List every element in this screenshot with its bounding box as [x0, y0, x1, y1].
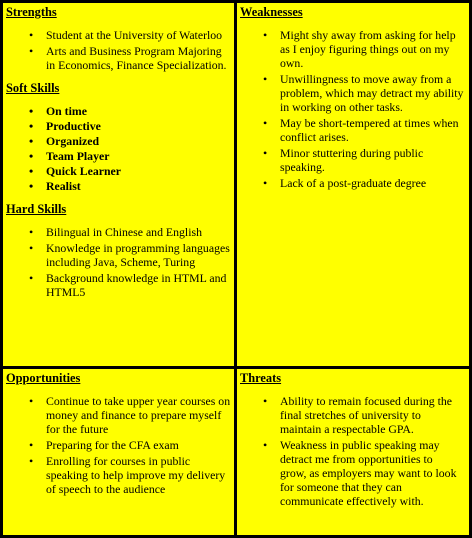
opportunities-cell: [3, 369, 234, 535]
hard-skills-list: [6, 225, 231, 299]
threats-cell: [237, 369, 469, 535]
weaknesses-list: [240, 28, 466, 190]
list-item: • Lack of a post-graduate degree: [280, 176, 466, 190]
list-item: • Preparing for the CFA exam: [46, 438, 231, 452]
opportunities-list: [6, 394, 231, 496]
list-item: • Productive: [46, 119, 231, 133]
strengths-cell: [3, 3, 234, 366]
list-item: • Might shy away from asking for help as I enjoy figuring things out on my own.: [280, 28, 466, 70]
list-item: • Unwillingness to move away from a problem, which may detract my ability in working on other tasks.: [280, 72, 466, 114]
list-item: • Minor stuttering during public speaking.: [280, 146, 466, 174]
hard-skills-heading: Hard Skills: [6, 202, 67, 216]
opportunities-heading: Opportunities: [6, 371, 81, 385]
list-item: • Ability to remain focused during the final stretches of university to maintain a respectable GPA.: [280, 394, 462, 436]
weaknesses-heading: Weaknesses: [240, 5, 303, 19]
list-item: • Arts and Business Program Majoring in Economics, Finance Specialization.: [46, 44, 231, 72]
list-item: • Background knowledge in HTML and HTML5: [46, 271, 231, 299]
soft-skills-heading: Soft Skills: [6, 81, 60, 95]
list-item: • Knowledge in programming languages including Java, Scheme, Turing: [46, 241, 231, 269]
list-item: • Team Player: [46, 149, 231, 163]
list-item: • May be short-tempered at times when conflict arises.: [280, 116, 466, 144]
weaknesses-cell: [237, 3, 469, 366]
list-item: • On time: [46, 104, 231, 118]
strengths-heading: Strengths: [6, 5, 57, 19]
list-item: • Bilingual in Chinese and English: [46, 225, 231, 239]
strengths-list: [6, 28, 231, 72]
threats-list: [240, 394, 466, 508]
list-item: • Realist: [46, 179, 231, 193]
list-item: • Quick Learner: [46, 164, 231, 178]
threats-heading: Threats: [240, 371, 282, 385]
soft-skills-list: [6, 104, 231, 193]
list-item: • Enrolling for courses in public speaking to help improve my delivery of speech to the audience: [46, 454, 231, 496]
list-item: • Continue to take upper year courses on money and finance to prepare myself for the future: [46, 394, 231, 436]
list-item: • Weakness in public speaking may detract me from opportunities to grow, as employers may want to look for someone that they can communicate effectively with.: [280, 438, 462, 508]
list-item: • Student at the University of Waterloo: [46, 28, 231, 42]
list-item: • Organized: [46, 134, 231, 148]
